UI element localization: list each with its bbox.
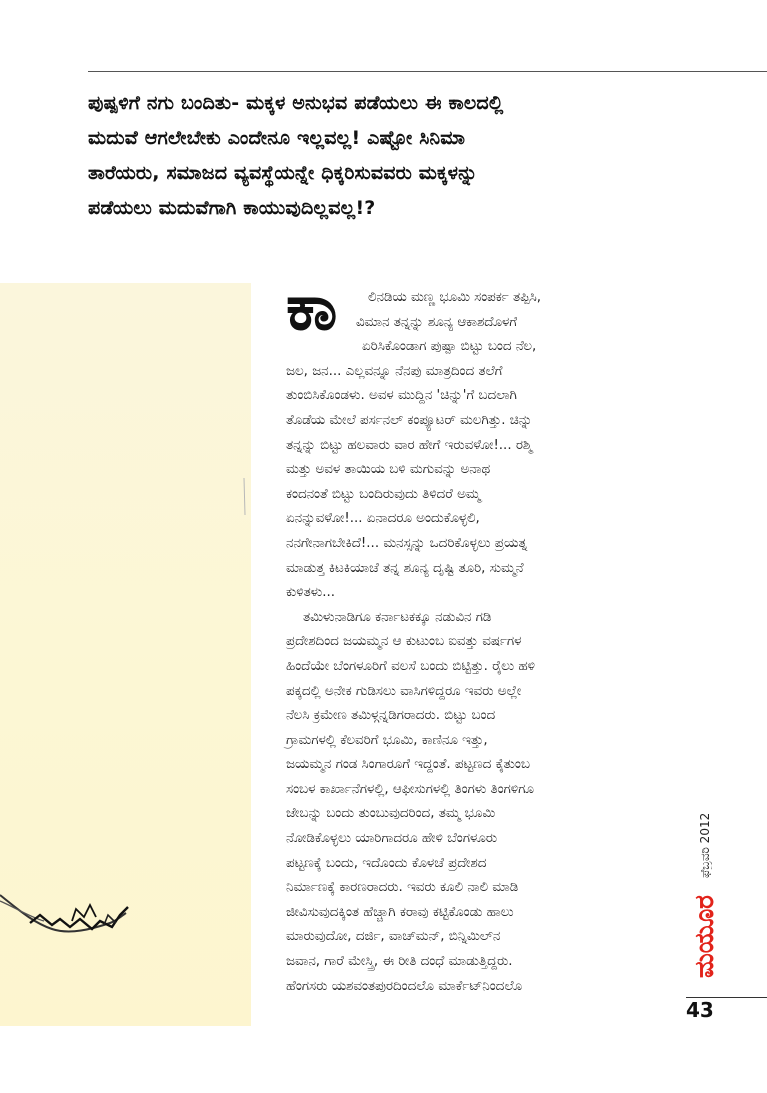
story-illustration (0, 283, 251, 1026)
article-line: ಮಾಡುತ್ತ ಕಿಟಕಿಯಾಚೆ ತನ್ನ ಶೂನ್ಯ ದೃಷ್ಟಿ ತೂರಿ, ಸುಮ್ಮನೆ (286, 560, 524, 576)
article-line: ಮತ್ತು ಅವಳ ತಾಯಿಯ ಬಳಿ ಮಗುವನ್ನು ಅನಾಥ (286, 462, 491, 478)
issue-date: ಫೆಬ್ರವರಿ 2012 (698, 812, 712, 878)
article-line: ವಿಮಾನ ತನ್ನನ್ನು ಶೂನ್ಯ ಆಕಾಶದೊಳಗೆ (356, 314, 518, 330)
article-line: ಜವಾನ, ಗಾರೆ ಮೇಸ್ತ್ರಿ, ಈ ರೀತಿ ದಂಧೆ ಮಾಡುತ್ತಿದ್ದರು. (286, 954, 513, 970)
drop-cap: ಕಾ (286, 271, 334, 345)
article-line: ತೊಡೆಯ ಮೇಲೆ ಪರ್ಸನಲ್ ಕಂಪ್ಯೂಟರ್ ಮಲಗಿತ್ತು. ಚಿನ್ನು (286, 412, 533, 428)
article-line: ಕಂದನಂತೆ ಬಿಟ್ಟು ಬಂದಿರುವುದು ತಿಳಿದರೆ ಅಮ್ಮ (286, 486, 481, 502)
pull-quote (88, 86, 688, 226)
article-line: ಪಕ್ಕದಲ್ಲಿ ಅನೇಕ ಗುಡಿಸಲು ವಾಸಿಗಳಿದ್ದರೂ ಇವರು ಅಲ್ಲೇ (286, 683, 522, 699)
article-line: ನೆಲಸಿ ಕ್ರಮೇಣ ತಮಿಳ್ಗನ್ನಡಿಗರಾದರು. ಬಿಟ್ಟು ಬಂದ (286, 708, 496, 724)
article-line: ಗ್ರಾಮಗಳಲ್ಲಿ ಕೆಲವರಿಗೆ ಭೂಮಿ, ಕಾಣಿನೂ ಇತ್ತು, (286, 732, 488, 748)
article-line: ನನಗೇನಾಗಬೇಕಿದೆ!... ಮನಸ್ಸನ್ನು ಒದರಿಕೊಳ್ಳಲು ಪ್ರಯತ್ನ (286, 535, 528, 551)
page-number: 43 (686, 998, 714, 1022)
top-divider (88, 71, 767, 72)
pull-quote-line: ಪುಷ್ಪಳಿಗೆ ನಗು ಬಂದಿತು- ಮಕ್ಕಳ ಅನುಭವ ಪಡೆಯಲು ಈ ಕಾಲದಲ್ಲಿ (88, 92, 504, 114)
pull-quote-line: ಮದುವೆ ಆಗಲೇಬೇಕು ಎಂದೇನೂ ಇಲ್ಲವಲ್ಲ! ಎಷ್ಟೋ ಸಿನಿಮಾ (88, 127, 466, 149)
article-body (286, 286, 646, 999)
article-line: ಪಟ್ಟಣಕ್ಕೆ ಬಂದು, ಇದೊಂದು ಕೊಳಚೆ ಪ್ರದೇಶದ (286, 855, 487, 871)
article-line: ತಮಿಳುನಾಡಿಗೂ ಕರ್ನಾಟಕಕ್ಕೂ ನಡುವಿನ ಗಡಿ (286, 609, 492, 625)
pull-quote-line: ಪಡೆಯಲು ಮದುವೆಗಾಗಿ ಕಾಯುವುದಿಲ್ಲವಲ್ಲ!? (88, 197, 376, 219)
article-line: ಜೀವಿಸುವುದಕ್ಕಿಂತ ಹೆಚ್ಚಾಗಿ ಕರಾವು ಕಟ್ಟಿಕೊಂಡು ಹಾಲು (286, 904, 514, 920)
article-line: ಏನನ್ನುವಳೋ!... ಏನಾದರೂ ಅಂದುಕೊಳ್ಳಲಿ, (286, 511, 480, 527)
article-line: ಜೇಬನ್ನು ಬಂದು ತುಂಬುವುದರಿಂದ, ತಮ್ಮ ಭೂಮಿ (286, 806, 496, 822)
article-line: ಜಯಮ್ಮನ ಗಂಡ ಸಿಂಗಾರೂಗೆ ಇದ್ದಂತೆ. ಪಟ್ಟಣದ ಕೈತುಂಬ (286, 757, 530, 773)
article-line: ಪ್ರದೇಶದಿಂದ ಜಯಮ್ಮನ ಆ ಕುಟುಂಬ ಐವತ್ತು ವರ್ಷಗಳ (286, 634, 522, 650)
magazine-name: ಮಯೂರ (690, 895, 720, 979)
article-line: ಸಂಬಳ ಕಾರ್ಖಾನೆಗಳಲ್ಲಿ, ಆಫೀಸುಗಳಲ್ಲಿ ತಿಂಗಳು ತಿಂಗಳಿಗೂ (286, 781, 534, 797)
article-line: ಹೆಂಗಸರು ಯಶವಂತಪುರದಿಂದಲೊ ಮಾರ್ಕೆಟ್‌ನಿಂದಲೊ (286, 978, 523, 994)
article-line: ಹಿಂದೆಯೇ ಬೆಂಗಳೂರಿಗೆ ವಲಸೆ ಬಂದು ಬಿಟ್ಟಿತ್ತು. ರೈಲು ಹಳಿ (286, 658, 535, 674)
sketch-figure (0, 283, 251, 1026)
article-line: ಮಾರುವುದೋ, ದರ್ಜಿ, ವಾಚ್‌ಮನ್, ಬಿನ್ನಿಮಿಲ್‌ನ (286, 929, 501, 945)
article-line: ಕುಳಿತಳು... (286, 585, 335, 601)
article-line: ನಿರ್ಮಾಣಕ್ಕೆ ಕಾರಣರಾದರು. ಇವರು ಕೂಲಿ ನಾಲಿ ಮಾಡಿ (286, 880, 519, 896)
article-line: ತನ್ನನ್ನು ಬಿಟ್ಟು ಹಲವಾರು ವಾರ ಹೇಗೆ ಇರುವಳೋ!... ರಶ್ಮಿ (286, 437, 533, 453)
article-line: ನೋಡಿಕೊಳ್ಳಲು ಯಾರಿಗಾದರೂ ಹೇಳಿ ಬೆಂಗಳೂರು (286, 831, 498, 847)
article-line: ಏರಿಸಿಕೊಂಡಾಗ ಪುಷ್ಪಾ ಬಿಟ್ಟು ಬಂದ ನೆಲ, (362, 339, 537, 355)
pull-quote-line: ತಾರೆಯರು, ಸಮಾಜದ ವ್ಯವಸ್ಥೆಯನ್ನೇ ಧಿಕ್ಕರಿಸುವವರು ಮಕ್ಕಳನ್ನು (88, 162, 478, 184)
article-line: ಲಿನಡಿಯ ಮಣ್ಣ ಭೂಮಿ ಸಂಪರ್ಕ ತಪ್ಪಿಸಿ, (368, 290, 542, 305)
article-line: ತುಂಬಿಸಿಕೊಂಡಳು. ಅವಳ ಮುದ್ದಿನ 'ಚಿನ್ನು'ಗೆ ಬದಲಾಗಿ (286, 388, 517, 404)
article-line: ಜಲ, ಜನ... ಎಲ್ಲವನ್ನೂ ನೆನಪು ಮಾತ್ರದಿಂದ ತಲೆಗೆ (286, 363, 503, 379)
